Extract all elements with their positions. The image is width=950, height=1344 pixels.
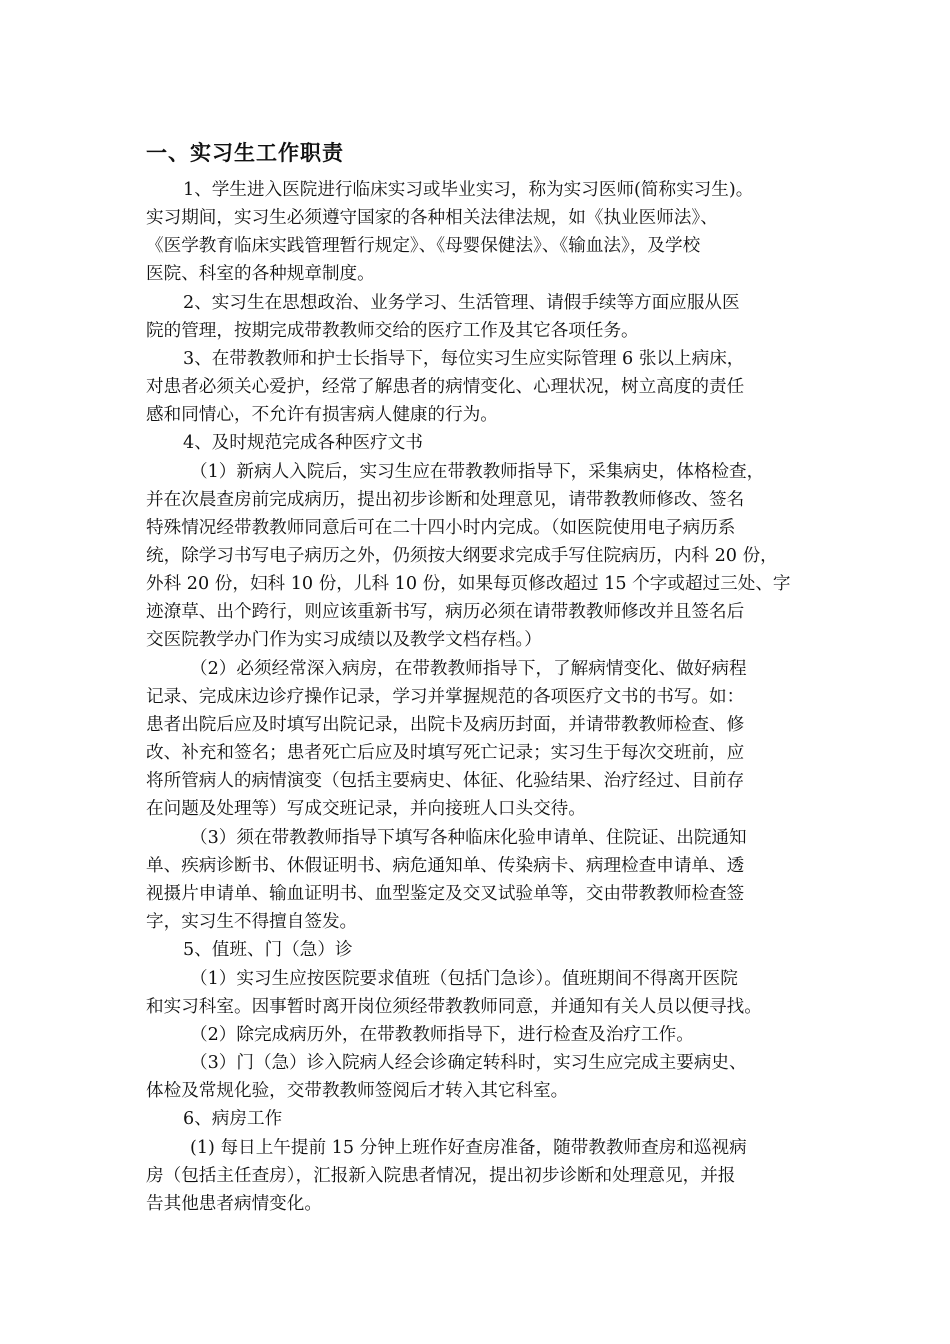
paragraph-line: 2、实习生在思想政治、业务学习、生活管理、请假手续等方面应服从医 — [183, 293, 740, 313]
paragraph-line: （1）新病人入院后，实习生应在带教教师指导下，采集病史，体格检查， — [190, 462, 765, 482]
paragraph-line: （3）须在带教教师指导下填写各种临床化验申请单、住院证、出院通知 — [190, 828, 747, 848]
paragraph-line: 字，实习生不得擅自签发。 — [146, 912, 358, 932]
paragraph-line: 体检及常规化验，交带教教师签阅后才转入其它科室。 — [146, 1081, 569, 1101]
subsection-heading: 5、值班、门（急）诊 — [183, 940, 353, 960]
paragraph-line: 迹潦草、出个跨行，则应该重新书写，病历必须在请带教教师修改并且签名后 — [146, 602, 745, 622]
paragraph-line: 特殊情况经带教教师同意后可在二十四小时内完成。（如医院使用电子病历系 — [146, 518, 736, 538]
paragraph-line: 统，除学习书写电子病历之外，仍须按大纲要求完成手写住院病历，内科 20 份， — [146, 546, 778, 566]
paragraph-line: 将所管病人的病情演变（包括主要病史、体征、化验结果、治疗经过、目前存 — [146, 771, 745, 791]
paragraph-line: 并在次晨查房前完成病历，提出初步诊断和处理意见，请带教教师修改、签名 — [146, 490, 745, 510]
paragraph-line: 对患者必须关心爱护，经常了解患者的病情变化、心理状况，树立高度的责任 — [146, 377, 745, 397]
paragraph-line: 1、学生进入医院进行临床实习或毕业实习，称为实习医师(简称实习生)。 — [183, 180, 754, 200]
paragraph-line: 记录、完成床边诊疗操作记录，学习并掌握规范的各项医疗文书的书写。如： — [146, 687, 745, 707]
paragraph-line: 在问题及处理等）写成交班记录，并向接班人口头交待。 — [146, 799, 586, 819]
paragraph-line: 告其他患者病情变化。 — [146, 1194, 322, 1214]
paragraph-line: 外科 20 份，妇科 10 份，儿科 10 份，如果每页修改超过 15 个字或超过三处、字 — [146, 574, 791, 594]
paragraph-line: （2）除完成病历外，在带教教师指导下，进行检查及治疗工作。 — [190, 1025, 694, 1045]
paragraph-line: 院的管理，按期完成带教教师交给的医疗工作及其它各项任务。 — [146, 321, 639, 341]
paragraph-line: 感和同情心，不允许有损害病人健康的行为。 — [146, 405, 498, 425]
paragraph-line: 医院、科室的各种规章制度。 — [146, 264, 375, 284]
paragraph-line: 和实习科室。因事暂时离开岗位须经带教教师同意，并通知有关人员以便寻找。 — [146, 997, 762, 1017]
paragraph-line: (1) 每日上午提前 15 分钟上班作好查房准备，随带教教师查房和巡视病 — [190, 1138, 747, 1158]
paragraph-line: 交医院教学办门作为实习成绩以及教学文档存档。） — [146, 630, 542, 650]
paragraph-line: （2）必须经常深入病房，在带教教师指导下，了解病情变化、做好病程 — [190, 659, 747, 679]
paragraph-line: 房（包括主任查房），汇报新入院患者情况，提出初步诊断和处理意见，并报 — [146, 1166, 736, 1186]
paragraph-line: （3）门（急）诊入院病人经会诊确定转科时，实习生应完成主要病史、 — [190, 1053, 747, 1073]
paragraph-line: 患者出院后应及时填写出院记录，出院卡及病历封面，并请带教教师检查、修 — [146, 715, 745, 735]
paragraph-line: 3、在带教教师和护士长指导下，每位实习生应实际管理 6 张以上病床， — [183, 349, 745, 369]
paragraph-line: 视摄片申请单、输血证明书、血型鉴定及交叉试验单等，交由带教教师检查签 — [146, 884, 745, 904]
paragraph-line: （1）实习生应按医院要求值班（包括门急诊）。值班期间不得离开医院 — [190, 969, 738, 989]
subsection-heading: 4、及时规范完成各种医疗文书 — [183, 433, 423, 453]
section-heading: 一、实习生工作职责 — [146, 141, 344, 165]
paragraph-line: 单、疾病诊断书、休假证明书、病危通知单、传染病卡、病理检查申请单、透 — [146, 856, 745, 876]
paragraph-line: 《医学教育临床实践管理暂行规定》、《母婴保健法》、《输血法》，及学校 — [146, 236, 701, 256]
subsection-heading: 6、病房工作 — [183, 1109, 283, 1129]
paragraph-line: 改、补充和签名；患者死亡后应及时填写死亡记录；实习生于每次交班前，应 — [146, 743, 745, 763]
paragraph-line: 实习期间，实习生必须遵守国家的各种相关法律法规，如《执业医师法》、 — [146, 208, 718, 228]
